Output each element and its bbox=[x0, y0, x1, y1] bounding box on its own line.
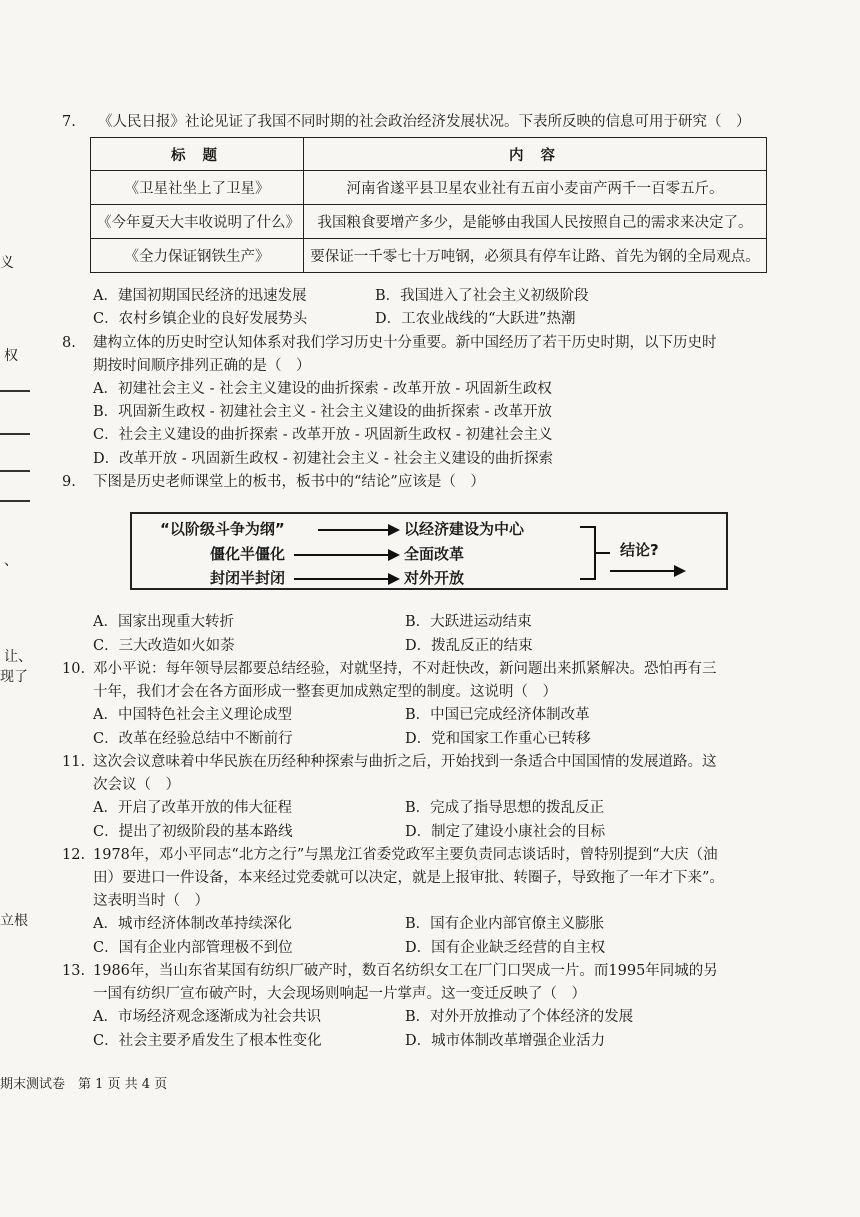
question-stem: 次会议（ ） bbox=[93, 777, 180, 793]
question-stem: 《人民日报》社论见证了我国不同时期的社会政治经济发展状况。下表所反映的信息可用于研究（ ） bbox=[98, 114, 751, 130]
option-a[interactable]: A．开启了改革开放的伟大征程 bbox=[93, 800, 292, 816]
question-number: 11. bbox=[62, 754, 86, 770]
table-row bbox=[91, 205, 767, 239]
board-conclusion: 结论? bbox=[620, 541, 659, 559]
option-a[interactable]: A．市场经济观念逐渐成为社会共识 bbox=[93, 1009, 321, 1025]
option-c[interactable]: C．提出了初级阶段的基本路线 bbox=[93, 824, 293, 840]
question-number: 13. bbox=[62, 963, 86, 979]
option-c[interactable]: C．农村乡镇企业的良好发展势头 bbox=[93, 311, 308, 327]
option-b[interactable]: B．中国已完成经济体制改革 bbox=[405, 707, 590, 723]
option-a[interactable]: A．初建社会主义 - 社会主义建设的曲折探索 - 改革开放 - 巩固新生政权 bbox=[93, 381, 552, 397]
margin-fragment: 义 bbox=[0, 255, 14, 271]
question-stem: 期按时间顺序排列正确的是（ ） bbox=[93, 358, 311, 374]
option-c[interactable]: C．国有企业内部管理极不到位 bbox=[93, 940, 293, 956]
table-cell: 要保证一千零七十万吨钢，必须具有停车让路、首先为钢的全局观点。 bbox=[304, 239, 767, 273]
table-cell: 河南省遂平县卫星农业社有五亩小麦亩产两千一百零五斤。 bbox=[304, 171, 767, 205]
arrow-right-icon bbox=[318, 529, 398, 531]
option-b[interactable]: B．完成了指导思想的拨乱反正 bbox=[405, 800, 605, 816]
question-number: 9. bbox=[62, 474, 76, 490]
board-right-item: 全面改革 bbox=[404, 545, 465, 563]
board-right-item: 对外开放 bbox=[404, 569, 465, 587]
option-d[interactable]: D．制定了建设小康社会的目标 bbox=[405, 824, 606, 840]
arrow-right-icon bbox=[294, 554, 398, 556]
option-a[interactable]: A．城市经济体制改革持续深化 bbox=[93, 916, 292, 932]
option-d[interactable]: D．城市体制改革增强企业活力 bbox=[405, 1033, 606, 1049]
margin-rule bbox=[0, 500, 30, 502]
blackboard-diagram bbox=[130, 512, 728, 590]
bracket-connector bbox=[596, 552, 610, 554]
table-header: 内 容 bbox=[304, 138, 767, 171]
question-stem: 邓小平说：每年领导层都要总结经验，对就坚持，不对赶快改，新问题出来抓紧解决。恐怕再有三 bbox=[93, 661, 717, 677]
table-cell: 我国粮食要增产多少，是能够由我国人民按照自己的需求来决定了。 bbox=[304, 205, 767, 239]
option-d[interactable]: D．改革开放 - 巩固新生政权 - 初建社会主义 - 社会主义建设的曲折探索 bbox=[93, 451, 553, 467]
question-stem: 这表明当时（ ） bbox=[93, 893, 209, 909]
margin-fragment: 权 bbox=[4, 348, 18, 364]
board-left-item: “以阶级斗争为纲” bbox=[160, 520, 285, 538]
table-row bbox=[91, 171, 767, 205]
margin-rule bbox=[0, 433, 30, 435]
arrow-right-icon bbox=[294, 578, 398, 580]
question-stem: 下图是历史老师课堂上的板书，板书中的“结论”应该是（ ） bbox=[93, 474, 485, 490]
option-c[interactable]: C．社会主要矛盾发生了根本性变化 bbox=[93, 1033, 322, 1049]
option-c[interactable]: C．三大改造如火如荼 bbox=[93, 638, 235, 654]
arrow-right-icon bbox=[610, 570, 684, 572]
margin-fragment: 立根 bbox=[0, 913, 28, 929]
option-b[interactable]: B．大跃进运动结束 bbox=[405, 614, 532, 630]
question-stem: 田）要进口一件设备，本来经过党委就可以决定，就是上报审批、转圈子，导致拖了一年才下来”。 bbox=[93, 870, 724, 886]
margin-rule bbox=[0, 470, 30, 472]
option-d[interactable]: D．党和国家工作重心已转移 bbox=[405, 731, 591, 747]
bracket bbox=[580, 526, 596, 580]
option-d[interactable]: D．工农业战线的“大跃进”热潮 bbox=[375, 311, 576, 327]
option-c[interactable]: C．社会主义建设的曲折探索 - 改革开放 - 巩固新生政权 - 初建社会主义 bbox=[93, 427, 553, 443]
board-right-item: 以经济建设为中心 bbox=[404, 520, 525, 538]
option-d[interactable]: D．拨乱反正的结束 bbox=[405, 638, 533, 654]
question-stem: 1978年，邓小平同志“北方之行”与黑龙江省委党政军主要负责同志谈话时，曾特别提到“大庆（油 bbox=[93, 847, 718, 863]
table-cell: 《全力保证钢铁生产》 bbox=[91, 239, 304, 273]
option-a[interactable]: A．中国特色社会主义理论成型 bbox=[93, 707, 292, 723]
margin-fragment: 让、 bbox=[4, 649, 32, 665]
page-footer: 期末测试卷 第 1 页 共 4 页 bbox=[0, 1077, 168, 1092]
option-b[interactable]: B．对外开放推动了个体经济的发展 bbox=[405, 1009, 634, 1025]
board-left-item: 僵化半僵化 bbox=[210, 545, 286, 563]
question-stem: 十年，我们才会在各方面形成一整套更加成熟定型的制度。这说明（ ） bbox=[93, 684, 557, 700]
news-table bbox=[90, 137, 767, 273]
option-b[interactable]: B．巩固新生政权 - 初建社会主义 - 社会主义建设的曲折探索 - 改革开放 bbox=[93, 404, 553, 420]
margin-fragment: 、 bbox=[4, 553, 18, 569]
question-stem: 这次会议意味着中华民族在历经种种探索与曲折之后，开始找到一条适合中国国情的发展道路。这 bbox=[93, 754, 717, 770]
option-a[interactable]: A．国家出现重大转折 bbox=[93, 614, 234, 630]
table-row bbox=[91, 239, 767, 273]
option-c[interactable]: C．改革在经验总结中不断前行 bbox=[93, 731, 293, 747]
table-cell: 《卫星社坐上了卫星》 bbox=[91, 171, 304, 205]
question-number: 12. bbox=[62, 847, 86, 863]
option-b[interactable]: B．我国进入了社会主义初级阶段 bbox=[375, 288, 589, 304]
question-number: 7. bbox=[62, 114, 76, 130]
option-d[interactable]: D．国有企业缺乏经营的自主权 bbox=[405, 940, 606, 956]
question-number: 8. bbox=[62, 335, 76, 351]
table-header: 标 题 bbox=[91, 138, 304, 171]
board-left-item: 封闭半封闭 bbox=[210, 569, 286, 587]
margin-rule bbox=[0, 390, 30, 392]
question-stem: 1986年，当山东省某国有纺织厂破产时，数百名纺织女工在厂门口哭成一片。而1995年同城的另 bbox=[93, 963, 718, 979]
question-number: 10. bbox=[62, 661, 86, 677]
margin-fragment: 现了 bbox=[0, 669, 28, 685]
table-header-row bbox=[91, 138, 767, 171]
table-cell: 《今年夏天大丰收说明了什么》 bbox=[91, 205, 304, 239]
question-stem: 建构立体的历史时空认知体系对我们学习历史十分重要。新中国经历了若干历史时期，以下历史时 bbox=[93, 335, 717, 351]
option-a[interactable]: A．建国初期国民经济的迅速发展 bbox=[93, 288, 307, 304]
question-stem: 一国有纺织厂宣布破产时，大会现场则响起一片掌声。这一变迁反映了（ ） bbox=[93, 986, 586, 1002]
option-b[interactable]: B．国有企业内部官僚主义膨胀 bbox=[405, 916, 605, 932]
